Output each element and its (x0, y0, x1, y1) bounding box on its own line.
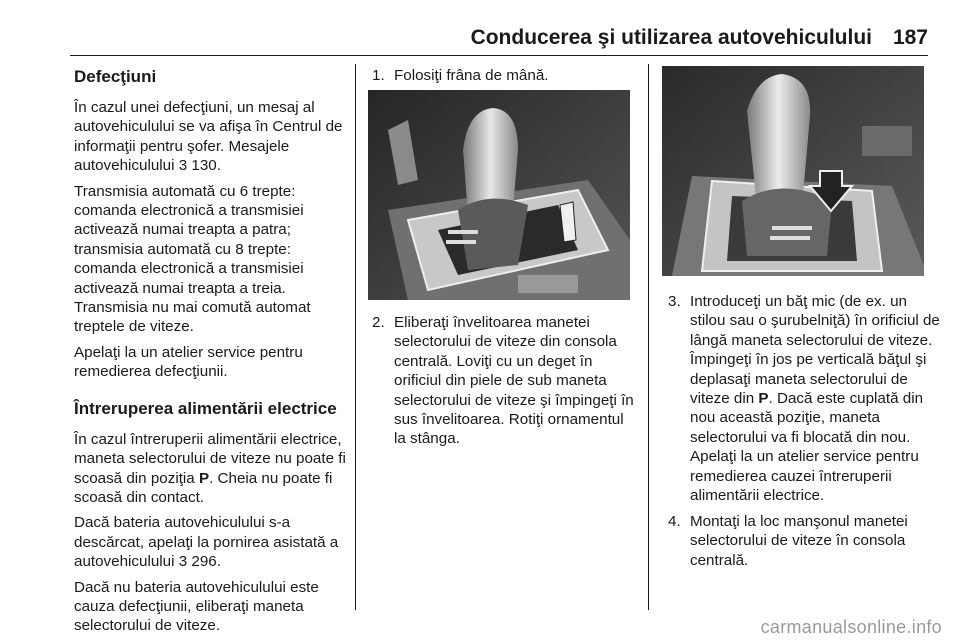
column-divider-left (355, 64, 356, 610)
step-4: 4. Montaţi la loc manşonul manetei selectorului de viteze în consola centrală. (668, 513, 908, 569)
page-ref-icon: 3 (178, 157, 188, 175)
column-1 (74, 66, 346, 642)
paragraph: Apelaţi la un atelier service pentru remedierea defecţiunii. (74, 343, 303, 381)
page-number: 187 (892, 26, 928, 49)
page-header (70, 22, 928, 56)
paragraph: Dacă bateria autovehiculului s-a descărcat, apelaţi la pornirea asistată a autovehiculului 3 296. (74, 514, 339, 571)
step-1: 1. Folosiţi frâna de mână. (372, 67, 549, 84)
column-divider-right (648, 64, 649, 610)
header-rule (70, 55, 928, 56)
gear-selector-pushdown-photo (662, 66, 924, 276)
paragraph: Transmisia automată cu 6 trepte: comanda electronică a transmisiei activează numai treapta a patra; transmisia automată cu 8 trepte: comanda electronică a transmisiei activează numai treapta a treia. Transmisia nu mai comută automat treptele de viteze. (74, 182, 311, 336)
paragraph: În cazul întreruperii alimentării electrice, maneta selectorului de viteze nu poate fi scoasă din poziţia P. Cheia nu poate fi scoasă din contact. (74, 430, 346, 506)
paragraph: În cazul unei defecţiuni, un mesaj al autovehiculului se va afişa în Centrul de informaţii pentru şofer. Mesajele autovehiculului 3 130. (74, 99, 343, 175)
section-heading-defects: Defecţiuni (74, 67, 157, 86)
watermark: carmanualsonline.info (760, 617, 942, 637)
step-2: 2. Eliberaţi învelitoarea manetei selectorului de viteze din consola centrală. Loviţi cu un deget în orificiul din piele de sub maneta selectorului de viteze şi împingeţi în sus învelitoarea. Rotiţi ornamentul la stânga. (372, 314, 634, 448)
header-title: Conducerea şi utilizarea autovehiculului (470, 26, 872, 49)
step-3: 3. Introduceţi un băţ mic (de ex. un stilou sau o şurubelniţă) în orificiul de lângă maneta selectorului de viteze. Împingeţi în jos pe verticală băţul şi deplasaţi maneta selectorului de viteze din P. Dacă este cuplată din nou această poziţie, maneta selectorului va fi blocată din nou. Apelaţi la un atelier service pentru remedierea cauzei întreruperii alimentării electrice. (668, 293, 940, 505)
paragraph: Dacă nu bateria autovehiculului este cauza defecţiunii, eliberaţi maneta selectorului de viteze. (74, 578, 319, 635)
section-heading-power-interruption: Întreruperea alimentării electrice (74, 398, 337, 418)
gear-selector-photo (368, 90, 630, 300)
page-ref-icon: 3 (178, 553, 188, 571)
